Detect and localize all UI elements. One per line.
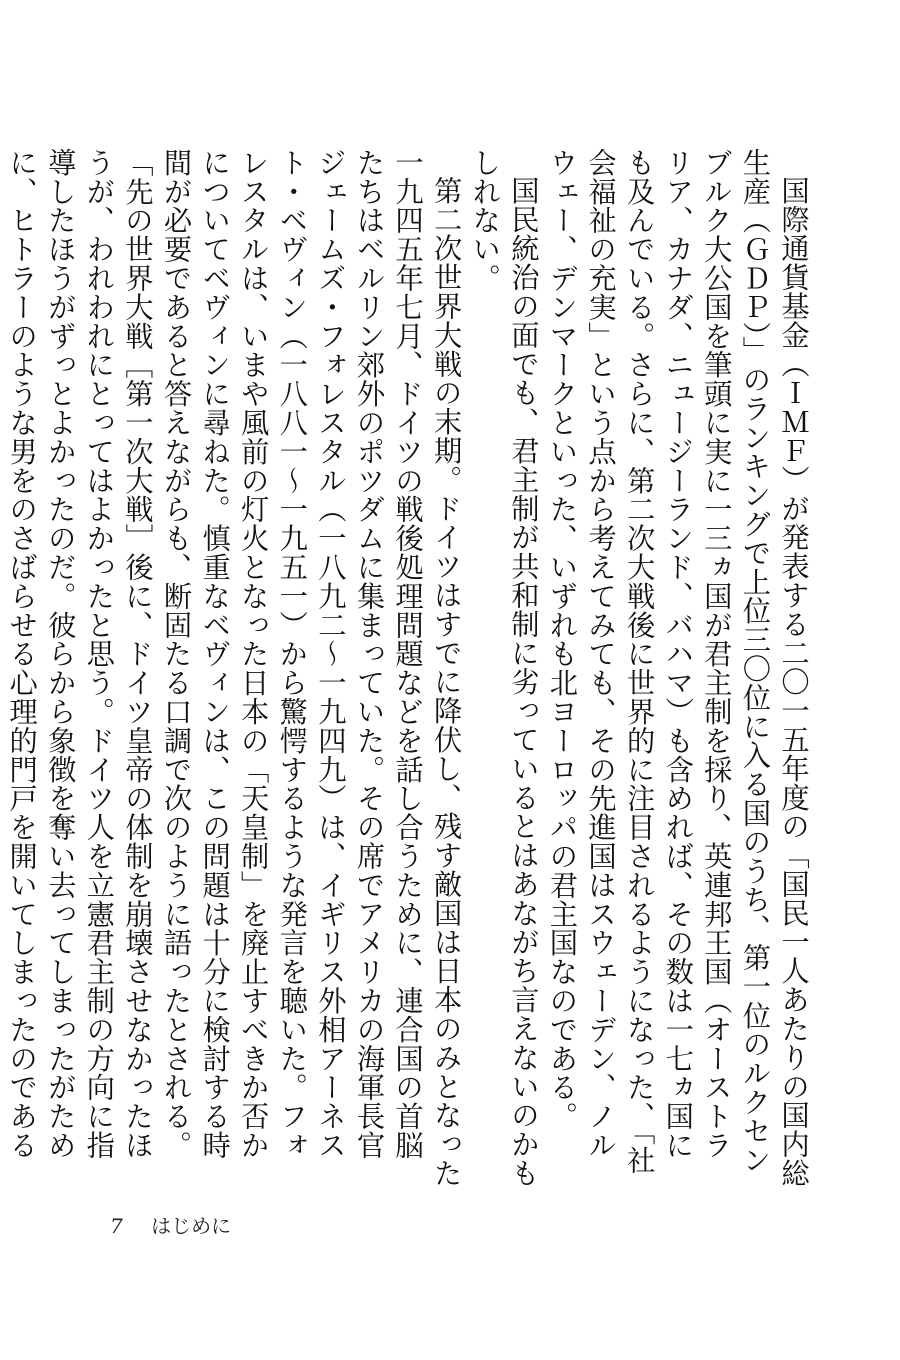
body-text — [0, 148, 812, 1188]
section-title: はじめに — [151, 1214, 232, 1238]
page-footer — [110, 1210, 231, 1239]
paragraph-potsdam: 第二次世界大戦の末期。ドイツはすでに降伏し、残す敵国は日本のみとなった一九四五年七月、ドイツの戦後処理問題などを話し合うために、連合国の首脳たちはベルリン郊外のポツダムに集まっていた。その席でアメリカの海軍長官ジェームズ・フォレスタル（一八九二～一九四九）は、イギリス外相アーネスト・ベヴィン（一八八一～一九五一）から驚愕するような発言を聴いた。フォレスタルは、いまや風前の灯火となった日本の「天皇制」を廃止すべきか否かについてベヴィンに尋ねた。慎重なベヴィンは、この問題は十分に検討する時間が必要であると答えながらも、断固たる口調で次のように語ったとされる。 — [159, 148, 463, 1188]
paragraph-governance: 国民統治の面でも、君主制が共和制に劣っているとはあながち言えないのかもしれない。 — [468, 148, 540, 1188]
page-number: 7 — [110, 1214, 123, 1238]
paragraph-gdp: 国際通貨基金（ＩＭＦ）が発表する二〇一五年度の「国民一人あたりの国内総生産（ＧＤＰ）」のランキングで上位三〇位に入る国のうち、第一位のルクセンブルク大公国を筆頭に実に一三ヵ国が君主制を採り、英連邦王国（オーストラリア、カナダ、ニュージーランド、バハマ）も含めれば、その数は一七ヵ国にも及んでいる。さらに、第二次大戦後に世界的に注目されるようになった、「社会福祉の充実」という点から考えてみても、その先進国はスウェーデン、ノルウェー、デンマークといった、いずれも北ヨーロッパの君主国なのである。 — [545, 148, 810, 1188]
paragraph-quote: 「先の世界大戦［第一次大戦］後に、ドイツ皇帝の体制を崩壊させなかったほうが、われわれにとってはよかったと思う。ドイツ人を立憲君主制の方向に指導したほうがずっとよかったのだ。彼らから象徴を奪い去ってしまったがために、ヒトラーのような男をのさばらせる心理的門戸を開いてしまったのである — [5, 148, 154, 1160]
